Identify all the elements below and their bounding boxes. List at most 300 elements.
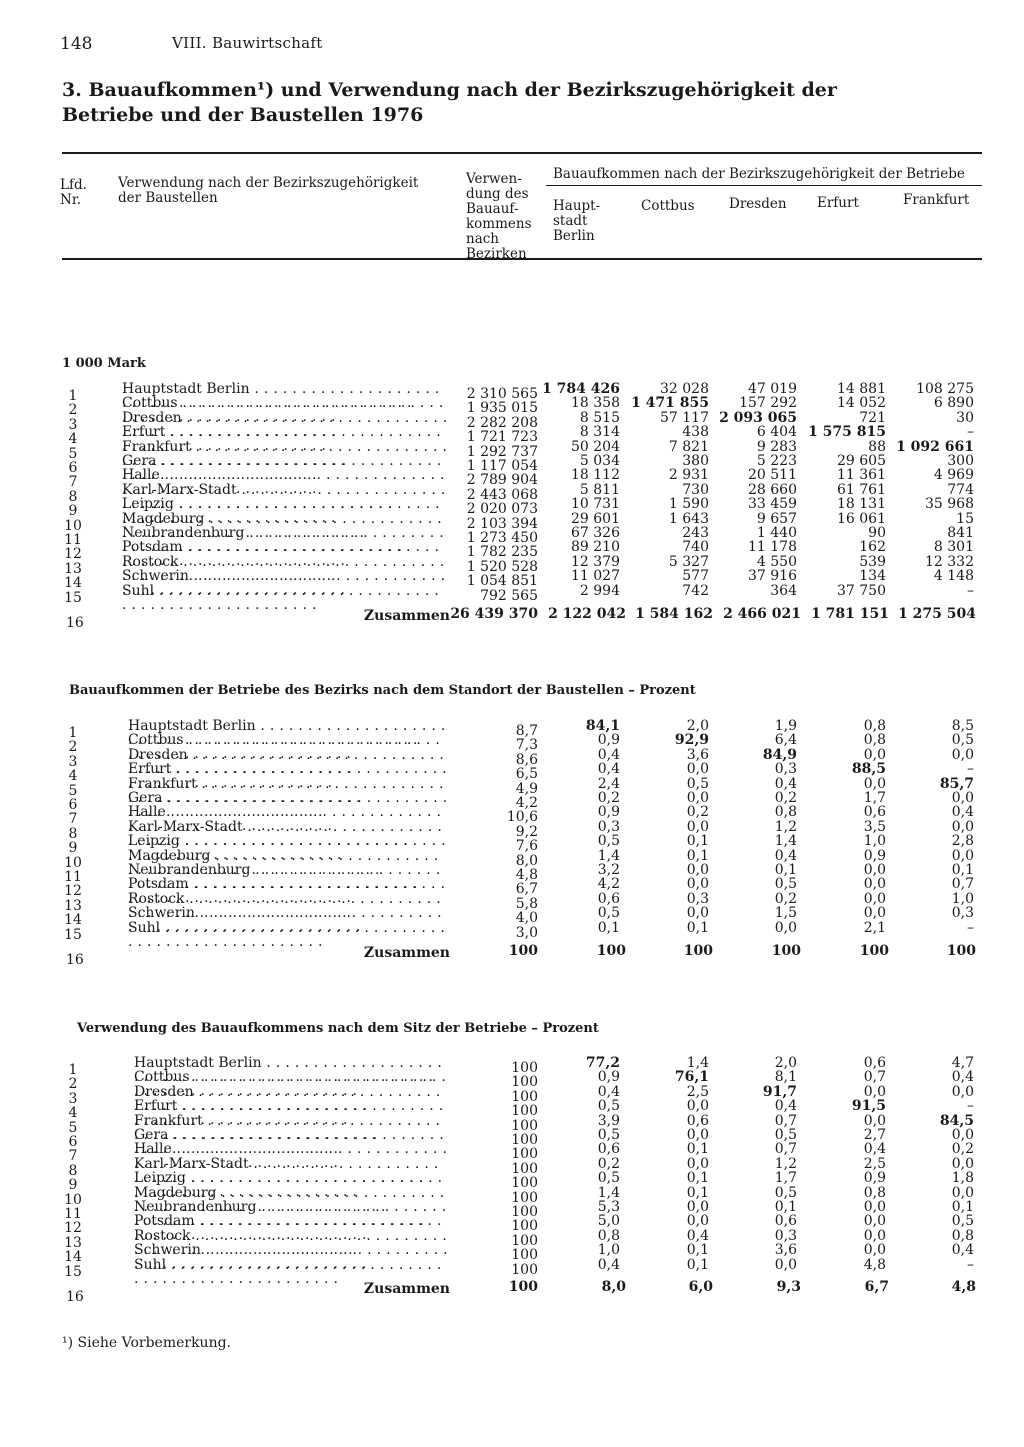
cell-value: 0,1: [686, 919, 709, 936]
cell-value: 4,8: [863, 1256, 886, 1273]
total-value: 6,7: [864, 1279, 889, 1295]
cell-value: 77,2: [585, 1055, 620, 1071]
district-name: Erfurt . . .: [134, 1099, 448, 1127]
cell-value: 1 471 855: [631, 395, 709, 412]
district-name: Frankfurt . . .: [122, 440, 448, 468]
cell-value: 3,5: [863, 818, 886, 835]
cell-value: 1,2: [774, 1155, 797, 1172]
row-number: 7: [68, 811, 78, 828]
cell-value: 0,0: [951, 746, 974, 763]
cell-value: 0,0: [686, 1213, 709, 1230]
district-name: Erfurt . . .: [128, 762, 448, 790]
cell-value: 1 721 723: [466, 429, 538, 446]
header-group-betriebe: Bauaufkommen nach der Bezirkszugehörigkeit der Betriebe: [553, 166, 965, 182]
cell-value: 100: [511, 1204, 538, 1220]
row-number: 10: [64, 517, 82, 534]
district-name: Schwerin . . .: [128, 906, 448, 934]
total-value: 100: [508, 943, 538, 959]
cell-value: 380: [682, 453, 709, 469]
cell-value: 7,3: [515, 737, 538, 754]
district-name: Dresden . . .: [128, 748, 448, 776]
row-number: 15: [64, 589, 82, 606]
cell-value: 0,9: [597, 804, 620, 821]
cell-value: 4,2: [597, 876, 620, 893]
district-name: Leipzig . . .: [128, 834, 448, 862]
district-name: Gera . . .: [128, 791, 448, 819]
cell-value: 15: [956, 510, 974, 527]
cell-value: 5 223: [756, 453, 797, 469]
cell-value: 100: [511, 1103, 538, 1120]
cell-value: 4 148: [933, 568, 974, 585]
cell-value: 4,8: [515, 867, 538, 883]
cell-value: 0,6: [863, 804, 886, 821]
cell-value: 0,4: [951, 804, 974, 821]
cell-value: 0,0: [863, 1227, 886, 1244]
cell-value: 300: [947, 453, 974, 469]
cell-value: 0,4: [774, 1098, 797, 1115]
row-number: 14: [64, 1249, 82, 1266]
cell-value: 37 750: [837, 582, 886, 599]
cell-value: –: [967, 919, 974, 936]
cell-value: 0,1: [951, 862, 974, 878]
total-value: 8,0: [601, 1279, 626, 1295]
cell-value: 0,5: [597, 905, 620, 922]
district-name: Neubrandenburg . . .: [134, 1200, 448, 1228]
cell-value: 0,1: [686, 847, 709, 864]
cell-value: 91,7: [762, 1083, 797, 1100]
cell-value: 2 103 394: [466, 515, 538, 532]
cell-value: 1 054 851: [466, 573, 538, 590]
total-value: 4,8: [951, 1279, 976, 1295]
cell-value: 0,6: [686, 1112, 709, 1129]
header-verwendung-bezirke: Verwen- dung des Bauauf- kommens nach Bezirken: [466, 171, 532, 262]
cell-value: 0,0: [863, 905, 886, 922]
cell-value: 10,6: [506, 809, 538, 826]
cell-value: 5 811: [579, 481, 620, 498]
row-number: 3: [68, 753, 78, 770]
district-name: Frankfurt . . .: [134, 1114, 448, 1142]
cell-value: 100: [511, 1074, 538, 1091]
cell-value: 0,6: [863, 1055, 886, 1071]
cell-value: 792 565: [480, 587, 538, 604]
cell-value: 0,1: [686, 1170, 709, 1187]
cell-value: 0,5: [597, 1170, 620, 1187]
cell-value: 0,5: [951, 1213, 974, 1230]
cell-value: 0,9: [863, 847, 886, 864]
row-number: 12: [64, 1220, 82, 1237]
cell-value: 0,0: [686, 761, 709, 778]
cell-value: 0,0: [686, 1098, 709, 1115]
district-name: Hauptstadt Berlin . . .: [122, 382, 448, 410]
chapter-heading: VIII. Bauwirtschaft: [172, 34, 323, 52]
cell-value: 108 275: [916, 381, 974, 397]
row-number: 4: [68, 1105, 78, 1122]
cell-value: 0,8: [597, 1227, 620, 1244]
cell-value: –: [967, 582, 974, 599]
cell-value: 100: [511, 1146, 538, 1163]
total-value: 1 781 151: [811, 606, 889, 622]
cell-value: 2 443 068: [466, 486, 538, 503]
cell-value: 5 327: [668, 553, 709, 570]
cell-value: 1,8: [951, 1170, 974, 1187]
cell-value: 0,0: [774, 1256, 797, 1273]
cell-value: 0,1: [686, 1256, 709, 1273]
cell-value: 1 575 815: [808, 424, 886, 441]
cell-value: 2 282 208: [466, 414, 538, 431]
cell-value: 1,7: [774, 1170, 797, 1187]
cell-value: 14 881: [837, 381, 886, 397]
cell-value: 0,1: [686, 833, 709, 850]
cell-value: 4,7: [951, 1055, 974, 1071]
cell-value: 7,6: [515, 838, 538, 855]
cell-value: 740: [682, 539, 709, 556]
cell-value: 14 052: [837, 395, 886, 412]
cell-value: 0,8: [774, 804, 797, 821]
row-number: 12: [64, 546, 82, 563]
cell-value: 730: [682, 481, 709, 498]
row-number: 6: [68, 1134, 78, 1150]
district-name: Magdeburg . . .: [122, 512, 448, 540]
cell-value: 4,0: [515, 910, 538, 927]
cell-value: 20 511: [748, 467, 797, 484]
cell-value: 0,4: [951, 1242, 974, 1259]
cell-value: 4 969: [933, 467, 974, 484]
row-number: 5: [68, 445, 78, 462]
row-number: 4: [68, 431, 78, 448]
row-number: 11: [64, 869, 82, 885]
cell-value: 3,0: [515, 924, 538, 941]
cell-value: 2 789 904: [466, 472, 538, 489]
cell-value: 0,8: [863, 1184, 886, 1201]
cell-value: 28 660: [748, 481, 797, 498]
row-number: 3: [68, 1090, 78, 1107]
cell-value: 162: [859, 539, 886, 556]
cell-value: 100: [511, 1261, 538, 1278]
cell-value: 1,0: [951, 890, 974, 907]
cell-value: 0,0: [951, 1155, 974, 1172]
district-name: Schwerin . . .: [122, 569, 448, 597]
cell-value: 2,0: [774, 1055, 797, 1071]
cell-value: 0,5: [597, 833, 620, 850]
cell-value: 2,0: [686, 718, 709, 734]
cell-value: 2,5: [686, 1083, 709, 1100]
cell-value: 5,3: [597, 1199, 620, 1215]
cell-value: 100: [511, 1132, 538, 1148]
cell-value: 89 210: [571, 539, 620, 556]
cell-value: 1 935 015: [466, 400, 538, 417]
row-number: 2: [68, 1076, 78, 1093]
cell-value: 2,5: [863, 1155, 886, 1172]
district-name: Cottbus . . .: [128, 733, 448, 761]
cell-value: 0,0: [863, 1213, 886, 1230]
row-number: 11: [64, 1206, 82, 1222]
cell-value: 1,4: [597, 1184, 620, 1201]
cell-value: 0,0: [951, 847, 974, 864]
header-col-cottbus: Cottbus: [641, 198, 695, 214]
cell-value: 0,4: [686, 1227, 709, 1244]
cell-value: 18 131: [837, 496, 886, 513]
row-number: 5: [68, 782, 78, 799]
cell-value: 11 178: [748, 539, 797, 556]
district-name: Leipzig . . .: [134, 1171, 448, 1199]
cell-value: 1 643: [668, 510, 709, 527]
cell-value: 0,4: [774, 775, 797, 792]
cell-value: 0,0: [774, 919, 797, 936]
cell-value: –: [967, 1256, 974, 1273]
row-number: 8: [68, 488, 78, 505]
total-row-number: 16: [66, 615, 84, 631]
total-value: 100: [946, 943, 976, 959]
cell-value: 0,8: [951, 1227, 974, 1244]
cell-value: 0,1: [597, 919, 620, 936]
row-number: 10: [64, 854, 82, 871]
district-name: Magdeburg . . .: [128, 849, 448, 877]
row-number: 14: [64, 912, 82, 929]
cell-value: 0,8: [863, 732, 886, 749]
cell-value: 4,9: [515, 780, 538, 797]
cell-value: 8,7: [515, 723, 538, 739]
district-name: Suhl . . .: [122, 584, 448, 612]
cell-value: 1 440: [756, 525, 797, 541]
district-name: Dresden . . .: [122, 411, 448, 439]
district-name: Karl-Marx-Stadt . . .: [134, 1157, 448, 1185]
district-name: Rostock . . .: [134, 1229, 448, 1257]
cell-value: 8,1: [774, 1069, 797, 1086]
cell-value: 0,0: [951, 1127, 974, 1143]
cell-value: 438: [682, 424, 709, 441]
header-col-berlin: Haupt- stadt Berlin: [553, 198, 601, 244]
row-number: 2: [68, 739, 78, 756]
cell-value: 1,5: [774, 905, 797, 922]
cell-value: 134: [859, 568, 886, 585]
cell-value: 2,7: [863, 1127, 886, 1143]
cell-value: 100: [511, 1175, 538, 1192]
cell-value: 1,0: [597, 1242, 620, 1259]
cell-value: 0,0: [951, 1083, 974, 1100]
cell-value: 5 034: [579, 453, 620, 469]
cell-value: 1 117 054: [466, 458, 538, 474]
cell-value: 2 093 065: [719, 409, 797, 426]
cell-value: 91,5: [851, 1098, 886, 1115]
cell-value: 3,2: [597, 862, 620, 878]
cell-value: 1 784 426: [542, 381, 620, 397]
cell-value: 0,1: [686, 1242, 709, 1259]
cell-value: 18 358: [571, 395, 620, 412]
cell-value: 0,1: [951, 1199, 974, 1215]
district-name: Suhl . . .: [134, 1258, 448, 1286]
cell-value: 0,2: [774, 790, 797, 806]
total-value: 2 466 021: [723, 606, 801, 622]
district-name: Hauptstadt Berlin . . .: [134, 1056, 448, 1084]
cell-value: 32 028: [660, 381, 709, 397]
cell-value: 1,4: [597, 847, 620, 864]
cell-value: 8 515: [579, 409, 620, 426]
cell-value: 157 292: [739, 395, 797, 412]
cell-value: 0,4: [774, 847, 797, 864]
cell-value: 0,3: [774, 1227, 797, 1244]
cell-value: 6,7: [515, 881, 538, 898]
cell-value: 0,2: [686, 804, 709, 821]
cell-value: 47 019: [748, 381, 797, 397]
cell-value: 2 310 565: [466, 386, 538, 402]
cell-value: 0,0: [686, 905, 709, 922]
cell-value: 0,0: [686, 1155, 709, 1172]
district-name: Leipzig . . .: [122, 497, 448, 525]
cell-value: 0,3: [951, 905, 974, 922]
cell-value: 0,0: [863, 862, 886, 878]
total-value: 100: [596, 943, 626, 959]
cell-value: 539: [859, 553, 886, 570]
total-value: 1 584 162: [635, 606, 713, 622]
cell-value: 2 994: [579, 582, 620, 599]
total-label: Zusammen: [363, 1281, 450, 1297]
cell-value: 2,8: [951, 833, 974, 850]
total-value: 100: [683, 943, 713, 959]
row-number: 15: [64, 1263, 82, 1280]
cell-value: 16 061: [837, 510, 886, 527]
cell-value: 1,4: [686, 1055, 709, 1071]
cell-value: 0,7: [951, 876, 974, 893]
row-number: 6: [68, 797, 78, 813]
cell-value: 0,8: [863, 718, 886, 734]
cell-value: 4,2: [515, 795, 538, 811]
cell-value: 0,0: [686, 876, 709, 893]
row-number: 1: [68, 725, 78, 741]
cell-value: 0,0: [951, 818, 974, 835]
section-label: Verwendung des Bauaufkommens nach dem Sitz der Betriebe – Prozent: [77, 1021, 599, 1036]
row-number: 9: [68, 1177, 78, 1194]
district-name: Neubrandenburg . . .: [122, 526, 448, 554]
page-number: 148: [60, 34, 93, 54]
cell-value: 0,5: [597, 1098, 620, 1115]
group-header-rule: [546, 185, 982, 186]
total-value: 100: [859, 943, 889, 959]
row-number: 9: [68, 503, 78, 520]
cell-value: 1 273 450: [466, 530, 538, 546]
district-name: Halle . . .: [134, 1142, 448, 1170]
row-number: 8: [68, 825, 78, 842]
cell-value: 1 092 661: [896, 438, 974, 455]
district-name: Suhl . . .: [128, 921, 448, 949]
cell-value: 243: [682, 525, 709, 541]
district-name: Karl-Marx-Stadt . . .: [122, 483, 448, 511]
cell-value: 11 027: [571, 568, 620, 585]
cell-value: 12 379: [571, 553, 620, 570]
row-number: 13: [64, 1234, 82, 1251]
cell-value: 4 550: [756, 553, 797, 570]
cell-value: 0,6: [774, 1213, 797, 1230]
cell-value: 0,2: [597, 1155, 620, 1172]
cell-value: 0,0: [863, 890, 886, 907]
cell-value: 84,9: [762, 746, 797, 763]
cell-value: 61 761: [837, 481, 886, 498]
cell-value: 30: [956, 409, 974, 426]
district-name: Gera . . .: [122, 454, 448, 482]
cell-value: 67 326: [571, 525, 620, 541]
cell-value: 0,9: [597, 732, 620, 749]
district-name: Cottbus . . .: [122, 396, 448, 424]
cell-value: 8 301: [933, 539, 974, 556]
district-name: Halle . . .: [122, 468, 448, 496]
total-value: 2 122 042: [548, 606, 626, 622]
district-name: Potsdam . . .: [134, 1214, 448, 1242]
district-name: Halle . . .: [128, 805, 448, 833]
cell-value: 90: [868, 525, 886, 541]
cell-value: 100: [511, 1088, 538, 1105]
total-value: 9,3: [776, 1279, 801, 1295]
cell-value: 1 520 528: [466, 558, 538, 575]
cell-value: 0,0: [863, 1199, 886, 1215]
row-number: 9: [68, 840, 78, 857]
cell-value: 0,4: [597, 761, 620, 778]
cell-value: 742: [682, 582, 709, 599]
cell-value: 8,6: [515, 751, 538, 768]
district-name: Erfurt . . .: [122, 425, 448, 453]
header-col-erfurt: Erfurt: [817, 195, 859, 211]
district-name: Schwerin . . .: [134, 1243, 448, 1271]
top-rule: [62, 152, 982, 154]
cell-value: 57 117: [660, 409, 709, 426]
total-label: Zusammen: [363, 945, 450, 961]
cell-value: 0,5: [774, 1127, 797, 1143]
cell-value: 1 292 737: [466, 443, 538, 460]
cell-value: 0,6: [597, 1141, 620, 1158]
cell-value: 0,9: [597, 1069, 620, 1086]
cell-value: 9,2: [515, 823, 538, 840]
cell-value: 3,9: [597, 1112, 620, 1129]
cell-value: –: [967, 761, 974, 778]
cell-value: 7 821: [668, 438, 709, 455]
header-col-dresden: Dresden: [729, 196, 787, 212]
cell-value: 5,0: [597, 1213, 620, 1230]
total-value: 100: [771, 943, 801, 959]
cell-value: 0,5: [597, 1127, 620, 1143]
total-value: 26 439 370: [450, 606, 538, 622]
cell-value: 2 931: [668, 467, 709, 484]
row-number: 1: [68, 1062, 78, 1078]
cell-value: 0,0: [863, 1083, 886, 1100]
row-number: 3: [68, 416, 78, 433]
cell-value: 577: [682, 568, 709, 585]
cell-value: 1,4: [774, 833, 797, 850]
cell-value: –: [967, 424, 974, 441]
cell-value: 9 657: [756, 510, 797, 527]
header-col-frankfurt: Frankfurt: [903, 192, 970, 208]
row-number: 8: [68, 1162, 78, 1179]
cell-value: 0,6: [597, 890, 620, 907]
district-name: Gera . . .: [134, 1128, 448, 1156]
cell-value: 0,0: [686, 818, 709, 835]
cell-value: 0,4: [951, 1069, 974, 1086]
cell-value: 0,3: [686, 890, 709, 907]
row-number: 14: [64, 575, 82, 592]
cell-value: 0,1: [774, 862, 797, 878]
cell-value: 0,0: [863, 746, 886, 763]
cell-value: 29 601: [571, 510, 620, 527]
cell-value: 0,7: [863, 1069, 886, 1086]
cell-value: 0,0: [686, 862, 709, 878]
cell-value: 8,0: [515, 852, 538, 869]
cell-value: 2 020 073: [466, 501, 538, 518]
cell-value: 0,9: [863, 1170, 886, 1187]
section-label: 1 000 Mark: [62, 356, 146, 371]
cell-value: 8 314: [579, 424, 620, 441]
cell-value: 6,5: [515, 766, 538, 783]
cell-value: 774: [947, 481, 974, 498]
cell-value: 0,3: [597, 818, 620, 835]
total-value: 1 275 504: [898, 606, 976, 622]
cell-value: 3,6: [686, 746, 709, 763]
